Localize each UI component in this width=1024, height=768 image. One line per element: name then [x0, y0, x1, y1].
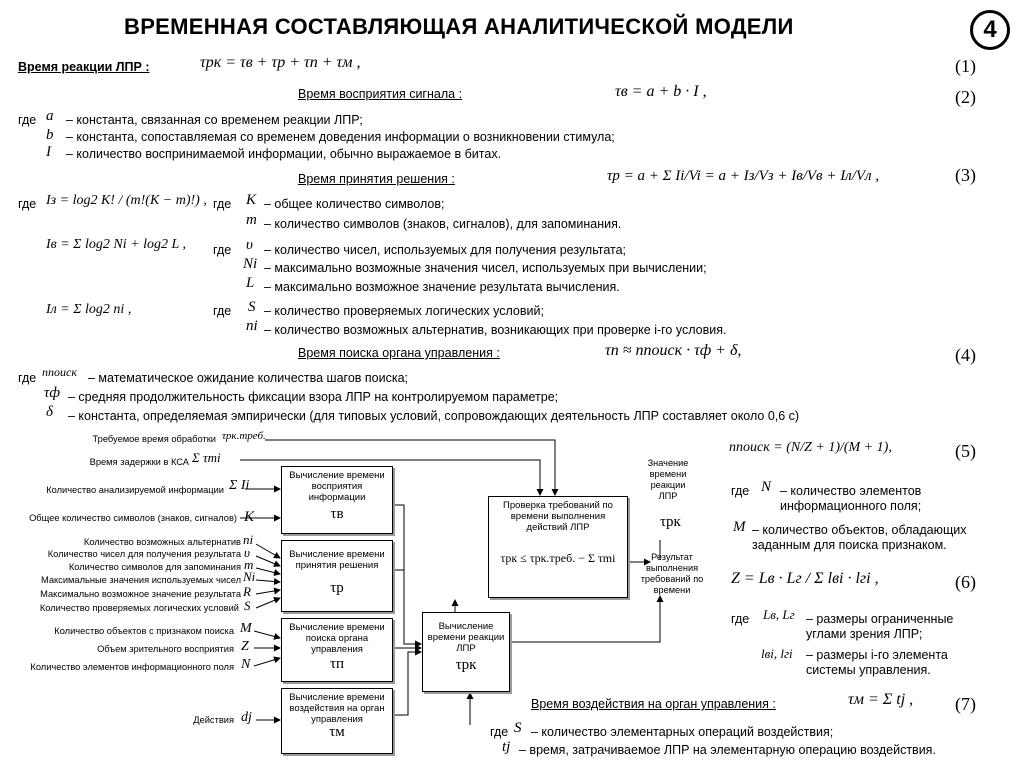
- eq6-sym-li: lвi, lгi: [761, 646, 793, 661]
- input-label-conditions: Количество проверяемых логических условий: [39, 603, 239, 613]
- eq1-label: Время реакции ЛПР :: [18, 60, 150, 74]
- input-sym-field-elements: N: [241, 657, 251, 672]
- eq3-def-m: – количество символов (знаков, сигналов), для запоминания.: [264, 217, 622, 231]
- eq3-where-1: где: [213, 197, 232, 211]
- box-action-tau: τм: [329, 724, 345, 740]
- input-label-actions: Действия: [193, 715, 234, 725]
- eq6-sym-l: Lв, Lг: [763, 607, 795, 622]
- eq5-def-m: – количество объектов, обладающих заданным для поиска признаком.: [752, 523, 967, 552]
- eq4-def-tauf: – средняя продолжительность фиксации взора ЛПР на контролируемом параметре;: [68, 390, 559, 404]
- eq3-sym-m: m: [246, 212, 257, 228]
- eq5-formula: nпоиск = (N/Z + 1)/(M + 1),: [729, 440, 892, 455]
- eq3-sym-l: L: [246, 275, 255, 291]
- eq4-def-delta: – константа, определяемая эмпирически (для типовых условий, сопровождающих деятельность ЛПР составляет около 0,6 с): [68, 409, 800, 423]
- eq4-def-npoisk: – математическое ожидание количества шагов поиска;: [88, 371, 409, 385]
- eq3-sym-k: K: [246, 192, 257, 208]
- eq3-where-main: где: [18, 197, 37, 211]
- input-label-objects: Количество объектов с признаком поиска: [54, 626, 234, 636]
- eq3-formula: τр = a + Σ Ii/Vi = a + Iз/Vз + Iв/Vв + Iл/Vл ,: [607, 168, 880, 184]
- eq2-sym-i: I: [46, 144, 51, 160]
- eq3-def-k: – общее количество символов;: [264, 197, 445, 211]
- box-action-time: [281, 688, 393, 754]
- input-label-info-amount: Количество анализируемой информации: [46, 485, 224, 495]
- eq4-where: где: [18, 371, 37, 385]
- input-label-alternatives: Количество возможных альтернатив: [83, 537, 241, 547]
- eq1-formula: τрк = τв + τр + τп + τм ,: [200, 54, 361, 71]
- eq3-def-s: – количество проверяемых логических условий;: [264, 304, 544, 318]
- eq3-where-3: где: [213, 304, 232, 318]
- eq3-sym-s: S: [248, 299, 256, 315]
- slide-number-badge: 4: [970, 10, 1010, 50]
- eq2-def-b: – константа, сопоставляемая со временем доведения информации о возникновении стимула;: [66, 130, 615, 144]
- output-reaction-sym: τрк: [660, 514, 681, 530]
- output-result: Результат выполнения требований по времени: [640, 552, 704, 595]
- eq3-def-n-i: – количество возможных альтернатив, возникающих при проверке i-го условия.: [264, 323, 727, 337]
- eq2-formula: τв = a + b · I ,: [615, 83, 707, 100]
- eq7-sym-tj: tj: [502, 739, 511, 755]
- box-decision-tau: τр: [330, 580, 344, 596]
- eq3-def-l: – максимально возможное значение результата вычисления.: [264, 280, 620, 294]
- input-sym-numbers: υ: [244, 545, 250, 560]
- output-reaction-value: Значение времени реакции ЛПР: [647, 458, 689, 501]
- eq5-sym-n: N: [761, 479, 772, 495]
- eq5-where: где: [731, 484, 750, 498]
- eq5-def-n: – количество элементов информационного поля;: [780, 484, 922, 513]
- input-sym-memorize: m: [244, 557, 254, 572]
- page-title: ВРЕМЕННАЯ СОСТАВЛЯЮЩАЯ АНАЛИТИЧЕСКОЙ МОДЕЛИ: [124, 14, 794, 39]
- eq2-number: (2): [955, 87, 976, 107]
- eq6-formula: Z = Lв · Lг / Σ lвi · lгi ,: [731, 570, 879, 587]
- eq7-def-s: – количество элементарных операций воздействия;: [531, 725, 834, 739]
- input-sym-required-time: τрк.треб.: [222, 430, 266, 442]
- eq3-where-2: где: [213, 243, 232, 257]
- eq7-sym-s: S: [514, 720, 522, 736]
- box-decision-text: Вычисление времени принятия решения: [289, 549, 385, 571]
- input-label-max-values: Максимальные значения используемых чисел: [40, 575, 241, 585]
- box-check-requirements: [488, 496, 628, 598]
- input-label-memorize: Количество символов для запоминания: [68, 562, 241, 572]
- eq2-where: где: [18, 113, 37, 127]
- input-label-total-symbols: Общее количество символов (знаков, сигналов): [29, 513, 237, 523]
- box-check-text: Проверка требований по времени выполнения действий ЛПР: [503, 500, 613, 533]
- box-perception-time: [281, 466, 393, 534]
- input-label-visual-volume: Объем зрительного восприятия: [97, 644, 234, 654]
- box-perception-tau: τв: [330, 506, 344, 522]
- eq2-sym-b: b: [46, 127, 54, 143]
- input-sym-max-result: R: [243, 584, 251, 599]
- input-sym-alternatives: ni: [243, 532, 254, 547]
- input-label-delay: Время задержки в КСА: [89, 457, 189, 467]
- eq2-def-i: – количество воспринимаемой информации, обычно выражаемое в битах.: [66, 147, 502, 161]
- eq4-sym-delta: δ: [46, 404, 53, 420]
- eq2-sym-a: a: [46, 108, 54, 124]
- box-perception-text: Вычисление времени восприятия информации: [289, 470, 385, 503]
- input-sym-max-values: Ni: [243, 569, 256, 584]
- formula-il: Iл = Σ log2 ni ,: [46, 302, 132, 317]
- eq6-def-l: – размеры ограниченные углами зрения ЛПР;: [806, 612, 954, 641]
- eq7-def-tj: – время, затрачиваемое ЛПР на элементарную операцию воздействия.: [519, 743, 936, 757]
- input-label-max-result: Максимально возможное значение результата: [40, 589, 241, 599]
- eq4-label: Время поиска органа управления :: [298, 346, 500, 360]
- box-decision-time: [281, 540, 393, 612]
- formula-iv: Iв = Σ log2 Ni + log2 L ,: [46, 237, 186, 252]
- eq3-label: Время принятия решения :: [298, 172, 455, 186]
- eq3-def-ni: – максимально возможные значения чисел, используемых при вычислении;: [264, 261, 707, 275]
- input-sym-total-symbols: K: [244, 509, 255, 525]
- eq3-sym-n-i: ni: [246, 318, 258, 334]
- input-label-field-elements: Количество элементов информационного поля: [30, 662, 234, 672]
- eq3-sym-ni: Ni: [243, 256, 258, 272]
- eq6-def-li: – размеры i-го элемента системы управления.: [806, 648, 948, 677]
- eq7-number: (7): [955, 694, 976, 714]
- eq6-number: (6): [955, 572, 976, 592]
- box-reaction-tau: τрк: [455, 657, 477, 673]
- eq3-def-v: – количество чисел, используемых для получения результата;: [264, 243, 627, 257]
- input-sym-delay: Σ τmi: [192, 450, 221, 465]
- eq7-where: где: [490, 725, 509, 739]
- eq7-formula: τм = Σ tj ,: [848, 691, 914, 708]
- input-label-numbers: Количество чисел для получения результата: [47, 549, 241, 559]
- eq2-def-a: – константа, связанная со временем реакции ЛПР;: [66, 113, 363, 127]
- input-sym-info-amount: Σ Ii: [229, 478, 250, 493]
- box-search-tau: τп: [329, 656, 345, 672]
- eq2-label: Время восприятия сигнала :: [298, 87, 463, 101]
- eq5-sym-m: M: [733, 519, 746, 535]
- input-sym-objects: M: [240, 621, 252, 636]
- eq5-number: (5): [955, 441, 976, 461]
- eq7-label: Время воздействия на орган управления :: [531, 697, 776, 711]
- input-sym-actions: dj: [241, 710, 252, 725]
- box-reaction-text: Вычисление времени реакции ЛПР: [427, 621, 505, 654]
- input-sym-visual-volume: Z: [241, 639, 249, 654]
- eq4-number: (4): [955, 345, 976, 365]
- box-action-text: Вычисление времени воздействия на орган управления: [289, 692, 385, 725]
- box-search-text: Вычисление времени поиска органа управления: [289, 622, 385, 655]
- box-reaction-time: [422, 612, 510, 692]
- eq3-number: (3): [955, 165, 976, 185]
- eq6-where: где: [731, 612, 750, 626]
- box-check-formula: τрк ≤ τрк.треб. − Σ τmi: [500, 551, 616, 565]
- box-search-time: [281, 618, 393, 682]
- eq4-sym-tauf: τф: [44, 385, 61, 401]
- eq3-sym-v: υ: [246, 237, 253, 253]
- input-sym-conditions: S: [244, 598, 251, 613]
- eq4-formula: τп ≈ nпоиск · τф + δ,: [605, 342, 742, 359]
- formula-iz: Iз = log2 K! / (m!(K − m)!) ,: [46, 193, 207, 208]
- eq1-number: (1): [955, 56, 976, 76]
- eq4-sym-npoisk: nпоиск: [42, 365, 77, 379]
- input-label-required-time: Требуемое время обработки: [92, 434, 216, 444]
